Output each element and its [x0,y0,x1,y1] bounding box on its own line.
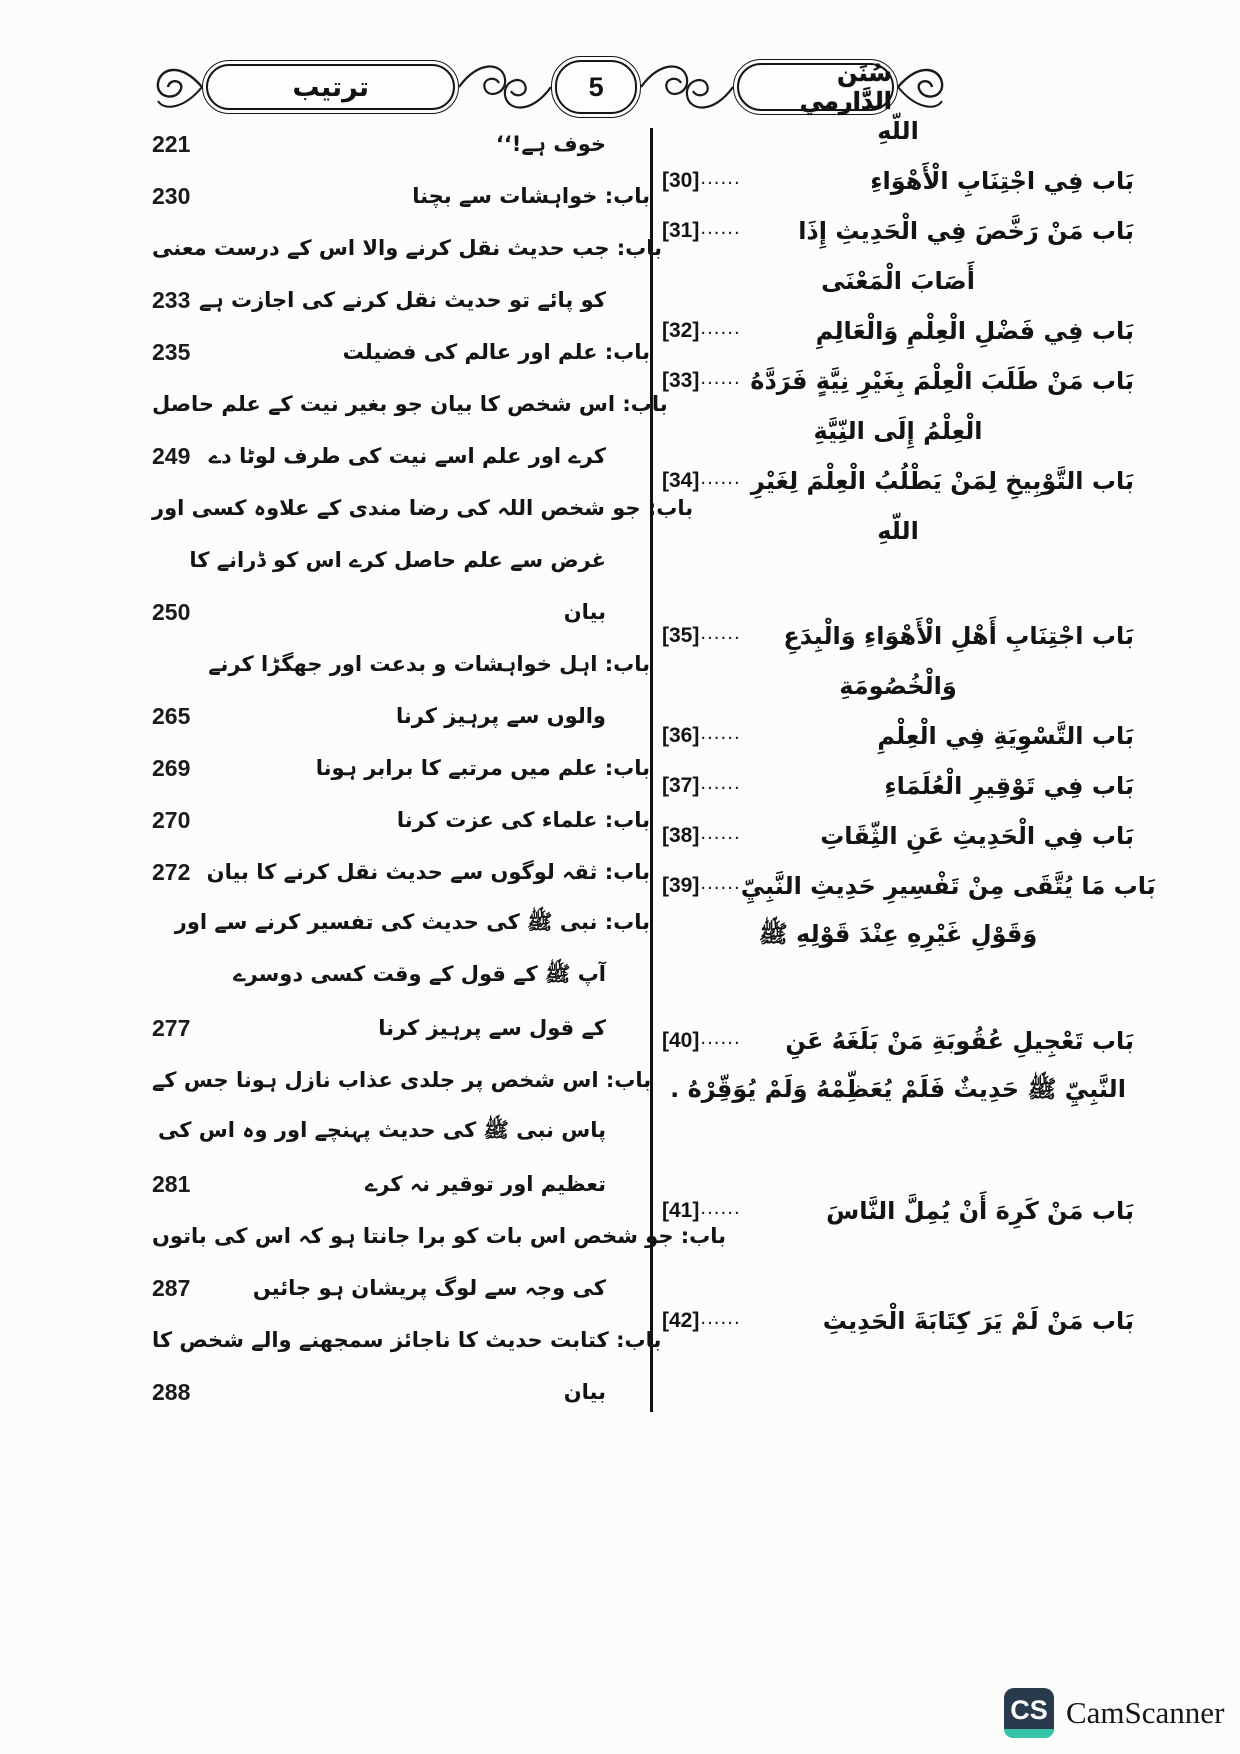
chapter-title-arabic: بَاب اجْتِنَابِ أَهْلِ الْأَهْوَاءِ وَالْبِدَعِ [783,622,1134,650]
arabic-toc-entry [662,1296,1134,1346]
chapter-title-arabic: بَاب مَنْ رَخَّصَ فِي الْحَدِيثِ إِذَا [798,217,1134,245]
chapter-title-arabic: بَاب مَنْ طَلَبَ الْعِلْمَ بِغَيْرِ نِيَّةٍ فَرَدَّهُ [750,367,1134,395]
arabic-toc-column [662,106,1156,1346]
urdu-entry-line [152,742,650,794]
chapter-title-arabic-continuation: أَصَابَ الْمَعْنَى [821,267,975,295]
urdu-toc-entry [152,1314,662,1418]
chapter-title-arabic-continuation: اللّهِ [877,117,919,145]
chapter-title-urdu: پاس نبی ﷺ کی حدیث پہنچے اور وہ اس کی [158,1117,606,1142]
chapter-title-urdu: باب: علم میں مرتبے کا برابر ہونا [315,756,650,780]
leader-dots: ...... [700,1197,741,1219]
leader-dots: ...... [700,722,741,744]
arabic-entry-line [662,306,1134,356]
arabic-toc-entry [662,861,1156,961]
chapter-number: [42] [662,1309,700,1332]
urdu-entry-line [152,118,650,170]
arabic-toc-entry [662,611,1134,711]
chapter-title-urdu: باب: اس شخص کا بیان جو بغیر نیت کے علم حاصل [152,392,668,416]
urdu-entry-line [152,1366,650,1418]
arabic-entry-line [662,356,1134,406]
arabic-entry-line [662,611,1134,661]
page-number-value: 277 [152,1014,191,1041]
chapter-title-urdu: باب: اہل خواہشات و بدعت اور جھگڑا کرنے [208,652,650,676]
urdu-toc-entry [152,846,650,898]
urdu-entry-line [152,950,650,1002]
camscanner-logo-icon [1004,1688,1054,1738]
arabic-toc-entry [662,106,1134,156]
arabic-toc-entry [662,456,1134,556]
arabic-entry-line [662,861,1156,911]
page-number-value: 250 [152,598,191,625]
arabic-toc-entry [662,811,1134,861]
camscanner-watermark [1004,1688,1224,1738]
arabic-toc-entry [662,206,1134,306]
column-divider [650,128,653,1412]
chapter-number: [30] [662,169,700,192]
chapter-number: [40] [662,1029,700,1052]
leader-dots: ...... [700,1307,741,1329]
arabic-toc-entry [662,156,1134,206]
urdu-toc-entry [152,898,650,1054]
urdu-entry-line [152,846,650,898]
arabic-entry-line [662,1016,1134,1066]
chapter-title-arabic: بَاب مَا يُتَّقَى مِنْ تَفْسِيرِ حَدِيثِ النَّبِيِّ [740,872,1156,900]
urdu-entry-line [152,482,694,534]
arabic-toc-entry [662,711,1134,761]
urdu-entry-line [152,1262,650,1314]
arabic-toc-entry [662,306,1134,356]
urdu-toc-entry [152,378,668,482]
leader-dots: ...... [700,217,741,239]
chapter-title-urdu: کے قول سے پرہیز کرنا [378,1016,606,1040]
page-number-value: 287 [152,1274,191,1301]
arabic-toc-entry [662,1016,1134,1116]
chapter-title-arabic-continuation: وَالْخُصُومَةِ [839,672,957,700]
leader-dots: ...... [700,772,741,794]
chapter-title-urdu: تعظیم اور توقیر نہ کرے [364,1172,606,1196]
urdu-toc-entry [152,794,650,846]
urdu-toc-entry [152,170,650,222]
chapter-title-urdu: باب: جو شخص اللہ کی رضا مندی کے علاوہ کسی اور [152,496,694,520]
leader-dots: ...... [700,367,741,389]
book-title-calligraphy: سُنَن الدَّارمي [799,59,892,115]
chapter-number: [31] [662,219,700,242]
chapter-title-arabic-continuation: النَّبِيِّ ﷺ حَدِيثٌ فَلَمْ يُعَظِّمْهُ وَلَمْ يُوَقِّرْهُ . [670,1074,1126,1103]
urdu-entry-line [152,378,668,430]
arabic-toc-entry [662,356,1134,456]
page-number-value: 235 [152,338,191,365]
leader-dots: ...... [700,622,741,644]
page-number-capsule [555,60,636,114]
chapter-title-urdu: آپ ﷺ کے قول کے وقت کسی دوسرے [233,961,606,986]
urdu-toc-entry [152,222,663,326]
page-number-value: 233 [152,286,191,313]
urdu-entry-line [152,586,650,638]
arabic-entry-line [662,811,1134,861]
chapter-title-urdu: باب: کتابت حدیث کا ناجائز سمجھنے والے شخص کا [152,1328,662,1352]
page-number-value: 281 [152,1170,191,1197]
chapter-title-arabic-continuation: الْعِلْمُ إِلَى النِّيَّةِ [813,417,983,445]
urdu-entry-line [152,638,650,690]
arabic-entry-line [662,456,1134,506]
urdu-entry-line [152,1106,650,1158]
chapter-title-arabic: بَاب التَّسْوِيَةِ فِي الْعِلْمِ [877,722,1134,750]
arabic-entry-line [662,761,1134,811]
arabic-entry-line [662,206,1134,256]
chapter-title-urdu: غرض سے علم حاصل کرے اس کو ڈرانے کا [189,548,606,572]
urdu-entry-line [152,1002,650,1054]
chapter-title-urdu: باب: جب حدیث نقل کرنے والا اس کے درست معنی [152,236,663,260]
chapter-title-urdu: بیان [563,600,606,624]
urdu-toc-entry [152,1054,650,1210]
arabic-entry-line [662,1296,1134,1346]
chapter-title-urdu: باب: علماء کی عزت کرنا [396,808,650,832]
leader-dots: ...... [700,167,741,189]
chapter-number: [37] [662,774,700,797]
urdu-toc-entry [152,638,650,742]
chapter-title-arabic-continuation: اللّهِ [877,517,919,545]
chapter-title-arabic: بَاب فِي فَضْلِ الْعِلْمِ وَالْعَالِمِ [815,317,1134,345]
chapter-title-arabic: بَاب مَنْ لَمْ يَرَ كِتَابَةَ الْحَدِيثِ [822,1307,1134,1335]
chapter-title-urdu: والوں سے پرہیز کرنا [395,704,606,728]
arabic-toc-entry [662,1186,1134,1236]
chapter-title-arabic: بَاب فِي الْحَدِيثِ عَنِ الثِّقَاتِ [820,822,1134,850]
leader-dots: ...... [700,467,741,489]
flourish-ornament [455,55,555,119]
urdu-entry-line [152,1314,662,1366]
chapter-number: [34] [662,469,700,492]
page-number-value: 230 [152,182,191,209]
page-number-value: 288 [152,1378,191,1405]
chapter-number: [33] [662,369,700,392]
chapter-title-urdu: باب: خواہشات سے بچنا [412,184,650,208]
cartouche-tarteeb [206,64,455,110]
leader-dots: ...... [700,822,741,844]
chapter-number: [32] [662,319,700,342]
chapter-title-arabic: بَاب فِي تَوْقِيرِ الْعُلَمَاءِ [884,772,1134,800]
leader-dots: ...... [700,317,741,339]
chapter-title-urdu: خوف ہے!‘‘ [495,132,606,156]
urdu-entry-line [152,430,650,482]
arabic-entry-line [662,156,1134,206]
urdu-entry-line [152,898,650,950]
arabic-toc-entry [662,761,1134,811]
page-number-value: 221 [152,130,191,157]
page-number-value: 272 [152,858,191,885]
arabic-entry-line [662,711,1134,761]
chapter-title-urdu: کی وجہ سے لوگ پریشان ہو جائیں [252,1276,606,1300]
chapter-title-urdu: باب: علم اور عالم کی فضیلت [342,340,650,364]
chapter-number: [41] [662,1199,700,1222]
urdu-toc-entry [152,742,650,794]
urdu-toc-entry [152,118,650,170]
page-number: 5 [588,71,604,102]
urdu-entry-line [152,170,650,222]
chapter-title-urdu: باب: جو شخص اس بات کو برا جانتا ہو کہ اس کی باتوں [152,1224,727,1248]
urdu-entry-line [152,1054,650,1106]
chapter-title-arabic: بَاب تَعْجِيلِ عُقُوبَةِ مَنْ بَلَغَهُ عَنِ [785,1027,1134,1055]
cartouche-book-title [737,59,894,115]
page-number-value: 269 [152,754,191,781]
chapter-title-urdu: باب: ثقہ لوگوں سے حدیث نقل کرنے کا بیان [206,860,650,884]
camscanner-name: CamScanner [1066,1695,1225,1730]
flourish-ornament [150,55,206,119]
chapter-title-urdu: باب: نبی ﷺ کی حدیث کی تفسیر کرنے سے اور [174,909,650,934]
chapter-title-urdu: کو پائے تو حدیث نقل کرنے کی اجازت ہے [199,288,606,312]
urdu-entry-line [152,690,650,742]
chapter-title-urdu: کرے اور علم اسے نیت کی طرف لوٹا دے [208,444,606,468]
tarteeb-label: ترتيب [292,71,370,103]
chapter-title-urdu: بیان [563,1380,606,1404]
arabic-entry-line [662,1186,1134,1236]
page-number-value: 265 [152,702,191,729]
camscanner-initials: CS [1010,1694,1048,1725]
chapter-title-arabic: بَاب فِي اجْتِنَابِ الْأَهْوَاءِ [870,167,1134,195]
urdu-entry-line [152,1158,650,1210]
leader-dots: ...... [700,1027,741,1049]
chapter-number: [35] [662,624,700,647]
chapter-title-urdu: باب: اس شخص پر جلدی عذاب نازل ہونا جس کے [152,1068,652,1092]
chapter-title-arabic: بَاب مَنْ كَرِهَ أَنْ يُمِلَّ النَّاسَ [826,1197,1134,1225]
chapter-number: [39] [662,874,700,897]
leader-dots: ...... [700,872,741,894]
chapter-title-arabic-continuation: وَقَوْلِ غَيْرِهِ عِنْدَ قَوْلِهِ ﷺ [758,919,1038,948]
urdu-entry-line [152,534,650,586]
page-number-value: 270 [152,806,191,833]
chapter-title-arabic: بَاب التَّوْبِيخِ لِمَنْ يَطْلُبُ الْعِلْمَ لِغَيْرِ [750,467,1134,495]
urdu-entry-line [152,794,650,846]
urdu-entry-line [152,274,650,326]
chapter-number: [36] [662,724,700,747]
urdu-entry-line [152,326,650,378]
chapter-number: [38] [662,824,700,847]
page-number-value: 249 [152,442,191,469]
urdu-toc-entry [152,326,650,378]
urdu-entry-line [152,222,663,274]
